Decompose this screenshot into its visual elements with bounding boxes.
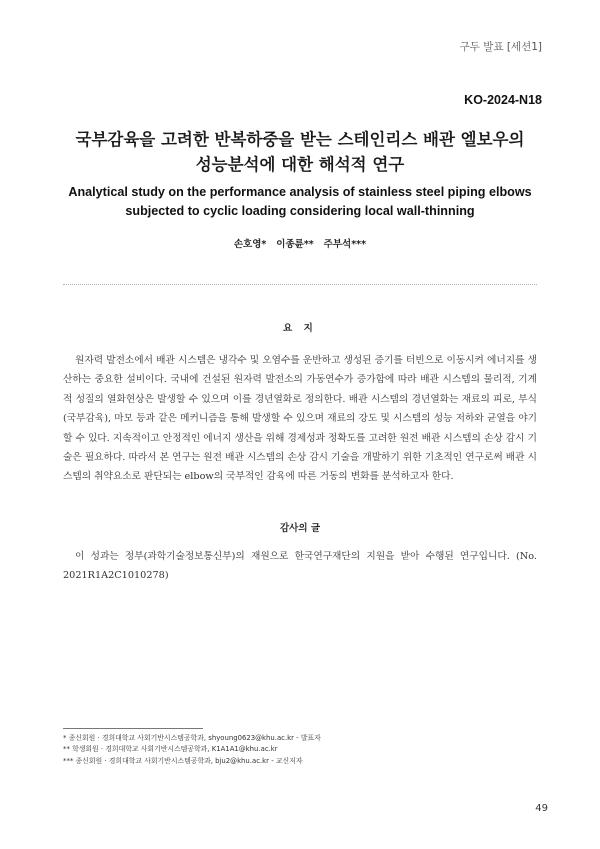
- section-divider: [63, 284, 537, 285]
- english-title: [40, 183, 560, 221]
- english-title-line-2: subjected to cyclic loading considering local wall-thinning: [125, 204, 475, 218]
- abstract-heading: 요 지: [283, 323, 317, 334]
- acknowledgement-paragraph: 이 성과는 정부(과학기술정보통신부)의 재원으로 한국연구재단의 지원을 받아 수행된 연구입니다. (No. 2021R1A2C1010278): [63, 551, 537, 582]
- footnotes: [63, 733, 321, 767]
- korean-title: [40, 127, 560, 177]
- abstract-paragraph: 원자력 발전소에서 배관 시스템은 냉각수 및 오염수를 운반하고 생성된 증기를 터빈으로 이동시켜 에너지를 생산하는 중요한 설비이다. 국내에 건설된 원자력 발전소의 가동연수가 증가함에 따라 배관 시스템의 물리적, 기계적 성질의 열화현상은 발생할 수 있으며 이를 경년열화로 정의한다. 배관 시스템의 경년열화는 재료의 피로, 부식(국부감육), 마모 등과 같은 메커니즘을 통해 발생할 수 있으며 재료의 강도 및 시스템의 성능 저하와 균열을 야기할 수 있다. 지속적이고 안정적인 에너지 생산을 위해 경제성과 정확도를 고려한 원전 배관 시스템의 손상 감시 기술은 필요하다. 따라서 본 연구는 원전 배관 시스템의 손상 감시 기술을 개발하기 위한 기초적인 연구로써 배관 시스템의 취약요소로 판단되는 elbow의 국부적인 감육에 따른 거동의 변화를 분석하고자 한다.: [63, 355, 537, 483]
- footnote-3: *** 종신회원 · 경희대학교 사회기반시스템공학과, bju2@khu.ac.kr - 교신저자: [63, 756, 303, 765]
- english-title-line-1: Analytical study on the performance analysis of stainless steel piping elbows: [68, 185, 532, 199]
- author-list: 손호영* 이종륜** 주부석***: [233, 239, 367, 250]
- footnote-rule: [63, 728, 203, 729]
- footnote-2: ** 학생회원 · 경희대학교 사회기반시스템공학과, K1A1A1@khu.ac.kr: [63, 745, 278, 754]
- page-number: 49: [535, 803, 548, 814]
- abstract-body: [63, 351, 537, 487]
- paper-code: KO-2024-N18: [464, 93, 542, 107]
- footnote-1: * 종신회원 · 경희대학교 사회기반시스템공학과, shyoung0623@khu.ac.kr - 발표자: [63, 734, 321, 742]
- acknowledgement-heading: 감사의 글: [279, 523, 320, 534]
- acknowledgement-body: [63, 547, 537, 586]
- session-label: 구두 발표 [세션1]: [459, 41, 542, 53]
- korean-title-line-2: 성능분석에 대한 해석적 연구: [195, 155, 405, 174]
- korean-title-line-1: 국부감육을 고려한 반복하중을 받는 스테인리스 배관 엘보우의: [75, 130, 525, 149]
